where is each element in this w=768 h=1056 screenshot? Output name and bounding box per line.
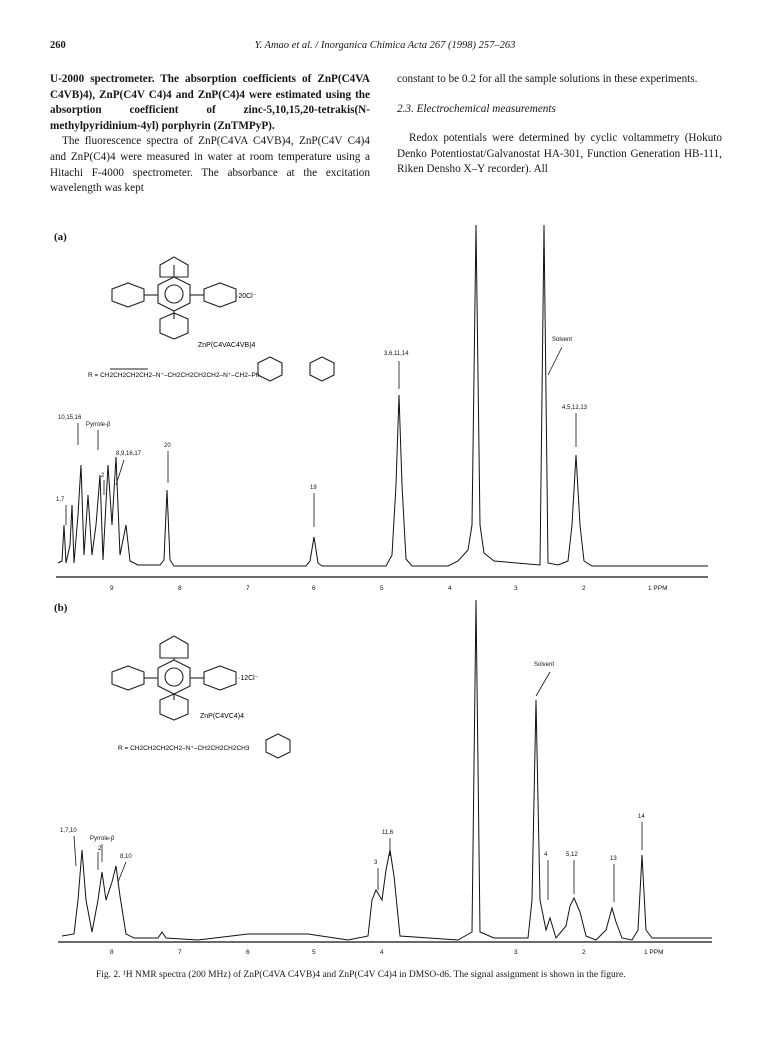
peak-label-b-8: 4 bbox=[544, 852, 548, 858]
axis-a-tick-4: 4 bbox=[448, 585, 452, 592]
running-header bbox=[50, 40, 720, 56]
peak-label-a-1: 1,7 bbox=[56, 497, 65, 503]
axis-a-tick-9: 9 bbox=[110, 585, 114, 592]
figure-caption: Fig. 2. ¹H NMR spectra (200 MHz) of ZnP(C4VA C4VB)4 and ZnP(C4V C4)4 in DMSO-d6. The signal assignment is shown in the figure. bbox=[96, 970, 626, 980]
peak-label-b-6: 11,6 bbox=[382, 830, 394, 836]
substituent-b: R = CH2CH2CH2CH2–N⁺–CH2CH2CH2CH3 bbox=[118, 745, 250, 752]
peak-label-b-3: 2 bbox=[98, 846, 102, 852]
nmr-panel-a bbox=[48, 225, 720, 600]
peak-label-a-3: Pyrrole-β bbox=[86, 422, 111, 428]
left-paragraph-2: The fluorescence spectra of ZnP(C4VA C4VB)4, ZnP(C4V C4)4 and ZnP(C4)4 were measured in water at room temperature using a Hitachi F-4000 spectrometer. The absorbance at the excitation wavelength was kept bbox=[50, 135, 370, 195]
right-paragraph-1: constant to be 0.2 for all the sample solutions in these experiments. bbox=[397, 73, 698, 85]
peak-label-a-4: 2 bbox=[101, 473, 105, 479]
axis-a-tick-2: 2 bbox=[582, 585, 586, 592]
peak-label-a-8: 3,6,11,14 bbox=[384, 351, 409, 357]
section-heading: 2.3. Electrochemical measurements bbox=[397, 102, 556, 115]
axis-a-tick-6: 6 bbox=[312, 585, 316, 592]
peak-label-a-10: 4,5,12,13 bbox=[562, 405, 588, 411]
peak-label-b-9: 5,12 bbox=[566, 852, 578, 858]
axis-b-tick-4: 4 bbox=[380, 949, 384, 956]
compound-name-b: ZnP(C4VC4)4 bbox=[200, 713, 244, 720]
peak-label-a-6: 20 bbox=[164, 443, 171, 449]
nmr-spectrum-b bbox=[48, 600, 720, 965]
panel-b-label: (b) bbox=[54, 602, 68, 614]
peak-label-a-7: 19 bbox=[310, 485, 317, 491]
axis-a-unit: 1 PPM bbox=[648, 585, 668, 592]
axis-a-tick-5: 5 bbox=[380, 585, 384, 592]
peak-label-b-4: 8,10 bbox=[120, 854, 132, 860]
peak-label-b-10: 13 bbox=[610, 856, 617, 862]
axis-b-tick-8: 8 bbox=[110, 949, 114, 956]
counterion-a: ·20Cl⁻ bbox=[236, 293, 257, 300]
axis-a-tick-3: 3 bbox=[514, 585, 518, 592]
axis-a-tick-8: 8 bbox=[178, 585, 182, 592]
right-paragraph-2: Redox potentials were determined by cyclic voltammetry (Hokuto Denko Potentiostat/Galvanostat HA-301, Function Generation HB-111, Riken Densho X–Y recorder). All bbox=[397, 132, 722, 176]
axis-b-tick-3: 3 bbox=[514, 949, 518, 956]
substituent-a: R = CH2CH2CH2CH2–N⁺–CH2CH2CH2CH2–N⁺–CH2–Ph bbox=[88, 372, 260, 379]
right-column bbox=[397, 72, 722, 178]
journal-citation: Y. Amao et al. / Inorganica Chimica Acta 267 (1998) 257–263 bbox=[254, 40, 516, 51]
axis-b-tick-2: 2 bbox=[582, 949, 586, 956]
axis-b-tick-7: 7 bbox=[178, 949, 182, 956]
left-paragraph-1: U-2000 spectrometer. The absorption coefficients of ZnP(C4VA C4VB)4), ZnP(C4V C4)4 and ZnP(C4)4 were estimated using the absorption coefficient of zinc-5,10,15,20-tetrakis(N-methylpyridinium-4yl) porphyrin (ZnTMPyP). bbox=[50, 73, 370, 132]
peak-label-b-7: Solvent bbox=[534, 662, 555, 668]
compound-name-a: ZnP(C4VAC4VB)4 bbox=[198, 342, 256, 349]
peak-label-a-9: Solvent bbox=[552, 337, 573, 343]
peak-label-b-2: Pyrrole-β bbox=[90, 836, 115, 842]
page-number: 260 bbox=[50, 40, 66, 51]
axis-a-tick-7: 7 bbox=[246, 585, 250, 592]
peak-label-b-11: 14 bbox=[638, 814, 645, 820]
porphyrin-structure-a bbox=[110, 257, 334, 381]
nmr-spectrum-a bbox=[48, 225, 720, 600]
left-column bbox=[50, 72, 370, 197]
counterion-b: ·12Cl⁻ bbox=[238, 675, 259, 682]
peak-label-b-1: 1,7,10 bbox=[60, 828, 77, 834]
peak-label-a-2: 10,15,16 bbox=[58, 415, 82, 421]
axis-b-tick-5: 5 bbox=[312, 949, 316, 956]
spectrum-trace-a bbox=[58, 225, 708, 566]
peak-label-a-5: 8,9,16,17 bbox=[116, 451, 142, 457]
panel-a-label: (a) bbox=[54, 231, 67, 243]
porphyrin-structure-b bbox=[112, 636, 290, 758]
peak-label-b-5: 3 bbox=[374, 860, 378, 866]
axis-b-unit: 1 PPM bbox=[644, 949, 664, 956]
nmr-panel-b bbox=[48, 600, 720, 965]
axis-b-tick-6: 6 bbox=[246, 949, 250, 956]
